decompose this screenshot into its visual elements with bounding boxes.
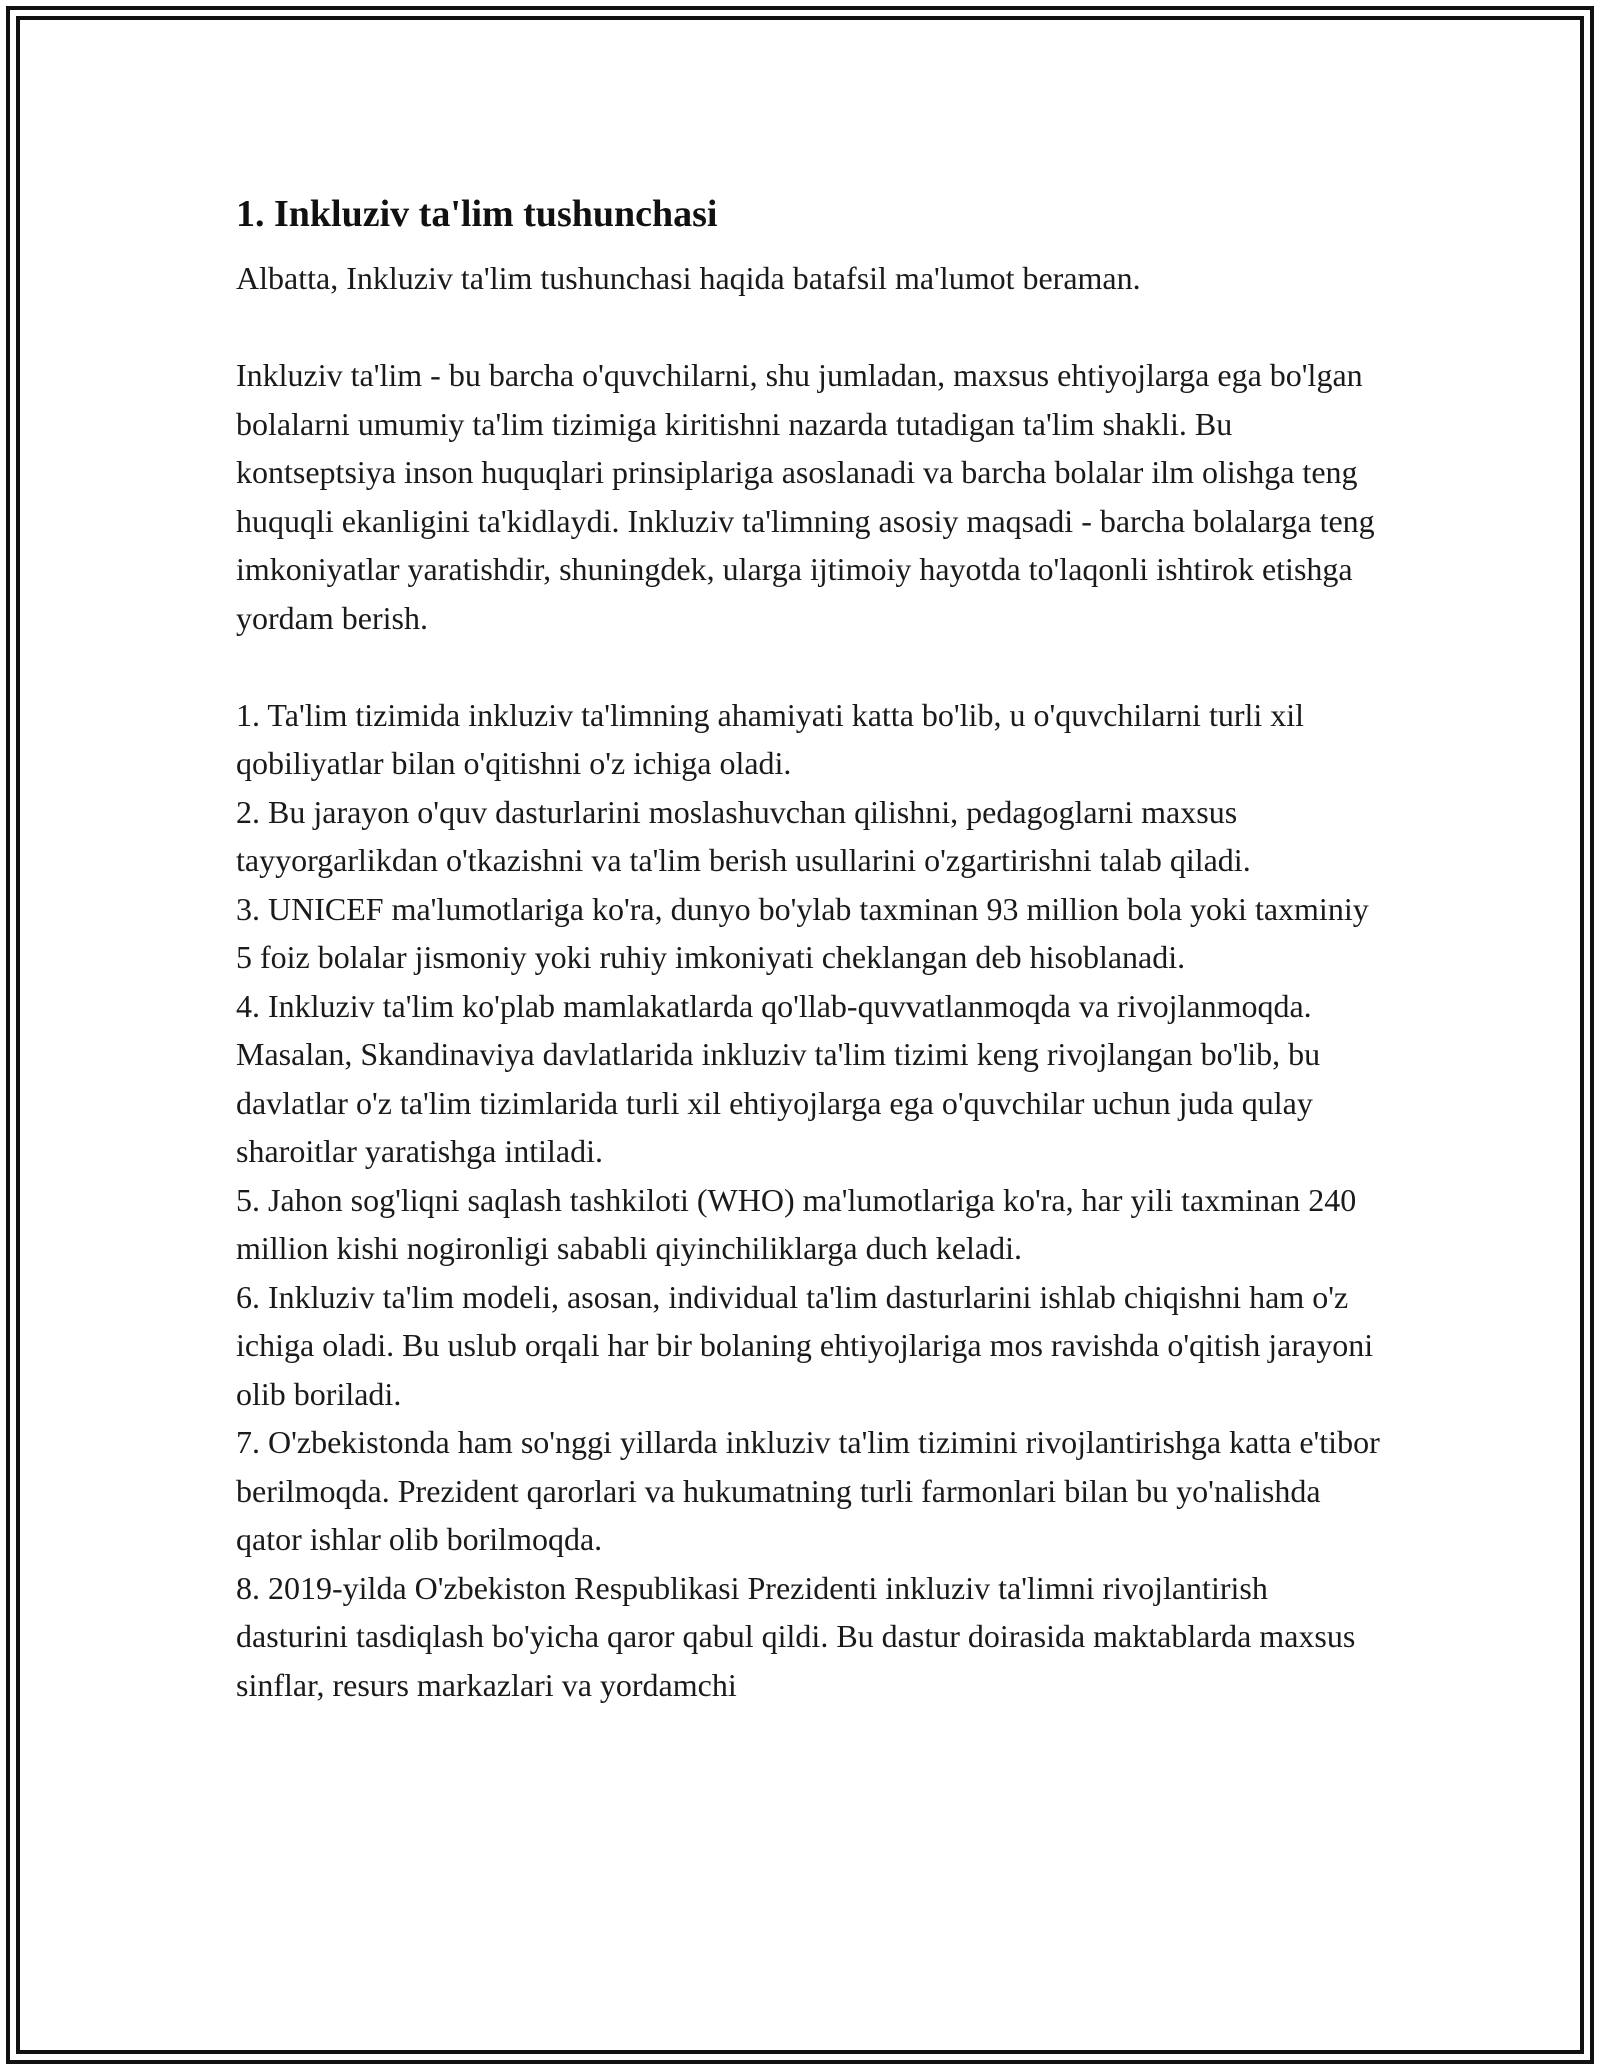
list-item: 5. Jahon sog'liqni saqlash tashkiloti (WHO) ma'lumotlariga ko'ra, har yili taxminan 240 million kishi nogironligi sababli qiyinchiliklarga duch keladi. — [236, 1181, 1357, 1266]
list-item: 4. Inkluziv ta'lim ko'plab mamlakatlarda qo'llab-quvvatlanmoqda va rivojlanmoqda. Masalan, Skandinaviya davlatlarida inkluziv ta'lim tizimi keng rivojlangan bo'lib, bu davlatlar o'z ta'lim tizimlarida turli xil ehtiyojlarga ega o'quvchilar uchun juda qulay sharoitlar yaratishga intiladi. — [236, 987, 1321, 1169]
list-item: 6. Inkluziv ta'lim modeli, asosan, individual ta'lim dasturlarini ishlab chiqishni ham o'z ichiga oladi. Bu uslub orqali har bir bolaning ehtiyojlariga mos ravishda o'qitish jarayoni olib boriladi. — [236, 1278, 1374, 1412]
list-item: 7. O'zbekistonda ham so'nggi yillarda inkluziv ta'lim tizimini rivojlantirishga katta e'tibor berilmoqda. Prezident qarorlari va hukumatning turli farmonlari bilan bu yo'nalishda qator ishlar olib borilmoqda. — [236, 1424, 1380, 1557]
list-item: 1. Ta'lim tizimida inkluziv ta'limning ahamiyati katta bo'lib, u o'quvchilarni turli xil qobiliyatlar bilan o'qitishni o'z ichiga oladi. — [236, 696, 1305, 781]
list-item: 3. UNICEF ma'lumotlariga ko'ra, dunyo bo'ylab taxminan 93 million bola yoki taxminiy 5 foiz bolalar jismoniy yoki ruhiy imkoniyati cheklangan deb hisoblanadi. — [236, 890, 1369, 975]
paragraph-spacer — [236, 303, 1386, 352]
list-item: 8. 2019-yilda O'zbekiston Respublikasi Prezidenti inkluziv ta'limni rivojlantirish dasturini tasdiqlash bo'yicha qaror qabul qildi. Bu dastur doirasida maktablarda maxsus sinflar, resurs markazlari va yordamchi — [236, 1569, 1356, 1703]
list-item: 2. Bu jarayon o'quv dasturlarini moslashuvchan qilishni, pedagoglarni maxsus tayyorgarlikdan o'tkazishni va ta'lim berish usullarini o'zgartirishni talab qiladi. — [236, 793, 1251, 878]
intro-paragraph: Albatta, Inkluziv ta'lim tushunchasi haqida batafsil ma'lumot beraman. — [236, 260, 1141, 296]
definition-paragraph: Inkluziv ta'lim - bu barcha o'quvchilarni, shu jumladan, maxsus ehtiyojlarga ega bo'lgan bolalarni umumiy ta'lim tizimiga kiritishni nazarda tutadigan ta'lim shakli. Bu kontseptsiya inson huquqlari prinsiplariga asoslanadi va barcha bolalar ilm olishga teng huquqli ekanligini ta'kidlaydi. Inkluziv ta'limning asosiy maqsadi - barcha bolalarga teng imkoniyatlar yaratishdir, shuningdek, ularga ijtimoiy hayotda to'laqonli ishtirok etishga yordam berish. — [236, 357, 1375, 636]
document-body — [236, 186, 1386, 1709]
section-title: 1. Inkluziv ta'lim tushunchasi — [236, 193, 718, 235]
numbered-list — [236, 691, 1386, 1710]
paragraph-spacer — [236, 642, 1386, 691]
